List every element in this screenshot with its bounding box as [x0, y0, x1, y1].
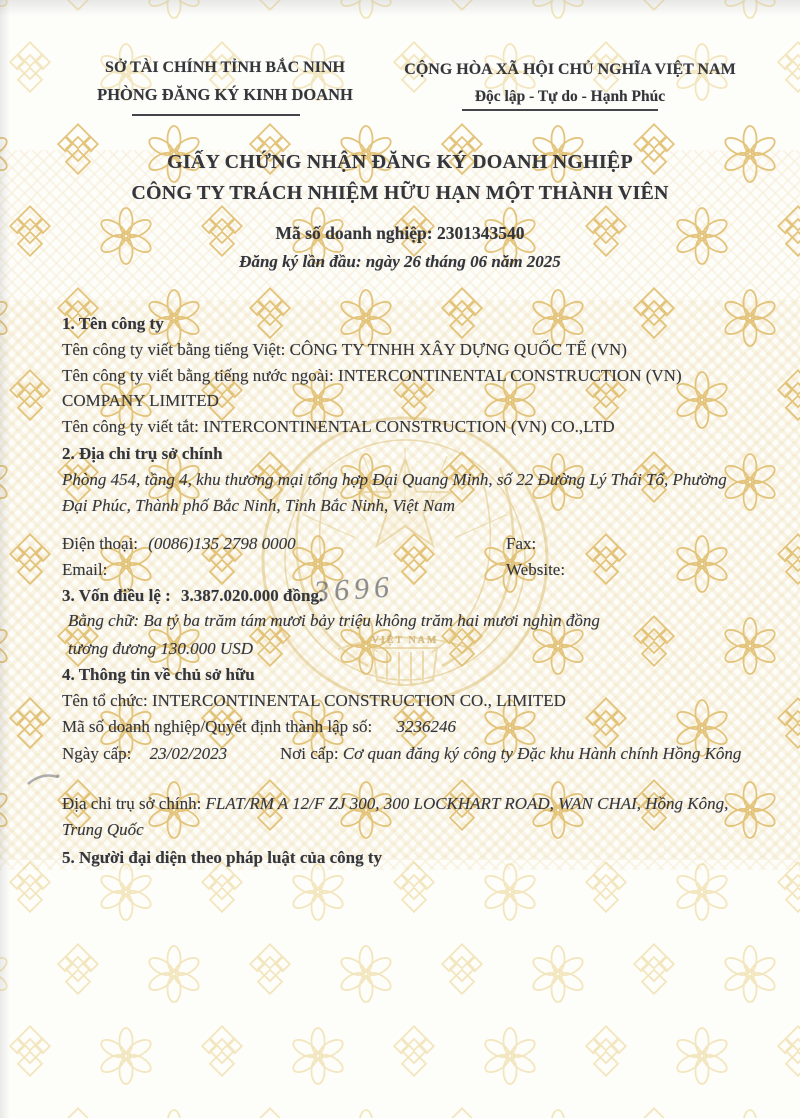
owner-code-label: Mã số doanh nghiệp/Quyết định thành lập số:	[62, 717, 373, 736]
issuer-department: PHÒNG ĐĂNG KÝ KINH DOANH	[97, 85, 353, 104]
owner-code-line	[62, 714, 762, 739]
enterprise-code-line	[0, 221, 800, 246]
issue-place-block	[280, 741, 800, 766]
company-name-vi-label: Tên công ty viết bằng tiếng Việt:	[62, 340, 286, 359]
website-label: Website:	[506, 560, 566, 579]
owner-address-value: FLAT/RM A 12/F ZJ 300, 300 LOCKHART ROAD, WAN CHAI, Hồng Kông, Trung Quốc	[62, 794, 729, 839]
head-office-address: Phòng 454, tầng 4, khu thương mại tổng hợp Đại Quang Minh, số 22 Đường Lý Thái Tổ, Phường Đại Phúc, Thành phố Bắc Ninh, Tỉnh Bắc Ninh, Việt Nam	[62, 470, 727, 515]
emblem-banner-text: VIỆT NAM	[371, 635, 439, 646]
email-website-row	[62, 557, 762, 582]
owner-organization-line	[62, 688, 762, 713]
motto-underline	[462, 109, 658, 111]
company-name-short-value: INTERCONTINENTAL CONSTRUCTION (VN) CO.,LTD	[203, 417, 615, 436]
issue-place-label: Nơi cấp:	[280, 744, 339, 763]
company-name-vi-value: CÔNG TY TNHH XÂY DỰNG QUỐC TẾ (VN)	[289, 340, 627, 359]
national-motto: Độc lập - Tự do - Hạnh Phúc	[474, 88, 666, 105]
charter-capital-equivalent: tương đương 130.000 USD	[68, 639, 253, 658]
charter-capital-words: Bằng chữ: Ba tỷ ba trăm tám mươi bảy triệu không trăm hai mươi nghìn đồng	[68, 611, 600, 630]
section3-heading-line	[62, 583, 323, 608]
company-name-short	[62, 414, 762, 439]
issuer-name: SỞ TÀI CHÍNH TỈNH BẮC NINH	[105, 59, 345, 76]
first-registration-line: Đăng ký lần đầu: ngày 26 tháng 06 năm 2025	[239, 252, 561, 271]
issue-date-label: Ngày cấp:	[62, 744, 132, 763]
company-name-foreign-value: INTERCONTINENTAL CONSTRUCTION (VN) COMPANY LIMITED	[62, 366, 682, 410]
phone-value: (0086)135 2798 0000	[148, 534, 296, 553]
issuer-underline	[132, 114, 300, 116]
section4-heading: 4. Thông tin về chủ sở hữu	[62, 665, 255, 684]
charter-capital-amount: 3.387.020.000 đồng.	[181, 586, 324, 605]
section5-heading: 5. Người đại diện theo pháp luật của công ty	[62, 848, 382, 867]
charter-capital-label: 3. Vốn điều lệ :	[62, 586, 171, 605]
enterprise-code-value: 2301343540	[436, 223, 525, 243]
company-name-foreign	[62, 363, 692, 413]
section1-heading: 1. Tên công ty	[62, 314, 164, 333]
section2-heading: 2. Địa chỉ trụ sở chính	[62, 444, 223, 463]
issue-place-value: Cơ quan đăng ký công ty Đặc khu Hành chính Hồng Kông	[342, 744, 742, 763]
owner-address-label: Địa chỉ trụ sở chính:	[62, 794, 202, 813]
owner-org-value: INTERCONTINENTAL CONSTRUCTION CO., LIMITED	[151, 691, 566, 710]
phone-label: Điện thoại:	[62, 534, 139, 553]
national-title: CỘNG HÒA XÃ HỘI CHỦ NGHĨA VIỆT NAM	[404, 61, 736, 78]
fax-label: Fax:	[506, 534, 537, 553]
phone-fax-row	[62, 531, 762, 556]
company-name-foreign-label: Tên công ty viết bằng tiếng nước ngoài:	[62, 366, 334, 385]
company-name-vietnamese	[62, 337, 762, 362]
email-label: Email:	[62, 560, 108, 579]
certificate-title-line2: CÔNG TY TRÁCH NHIỆM HỮU HẠN MỘT THÀNH VIÊN	[131, 182, 669, 204]
bleed-through-digits: 3696	[312, 570, 396, 609]
owner-code-value: 3236246	[396, 717, 456, 736]
owner-address-line	[62, 791, 754, 843]
issue-date-value: 23/02/2023	[149, 744, 228, 763]
company-name-short-label: Tên công ty viết tắt:	[62, 417, 199, 436]
enterprise-code-label: Mã số doanh nghiệp:	[275, 223, 433, 243]
owner-org-label: Tên tổ chức:	[62, 691, 148, 710]
certificate-title-line1: GIẤY CHỨNG NHẬN ĐĂNG KÝ DOANH NGHIỆP	[167, 151, 633, 173]
issue-line	[62, 741, 762, 793]
